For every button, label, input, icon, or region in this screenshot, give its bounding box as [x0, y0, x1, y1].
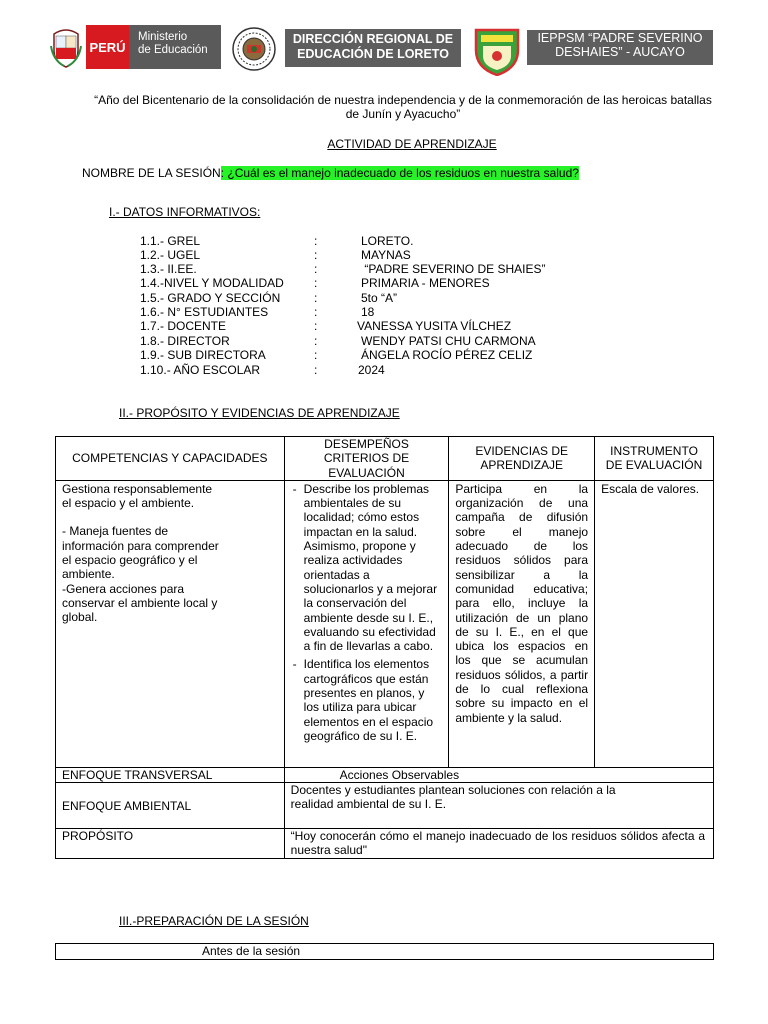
enfoque-transversal-value: Acciones Observables [284, 767, 713, 782]
info-key: 1.8.- DIRECTOR [140, 334, 230, 348]
info-key: 1.9.- SUB DIRECTORA [140, 348, 266, 362]
regional-seal-icon [232, 27, 276, 71]
cell-desempenos [284, 480, 449, 767]
table-row-proposito [56, 829, 714, 859]
desempeno-1: - Describe los problemas ambientales de su localidad; cómo estos impactan en la salud. Asimismo, propone y realiza actividades orientadas a solucionarlos y a mejorar la conservación del ambiente desde su I. E., evaluando su efectividad a fin de llevarlas a cabo. [304, 482, 443, 654]
activity-title: ACTIVIDAD DE APRENDIZAJE [327, 137, 497, 151]
before-session-box [55, 943, 714, 960]
info-value: VANESSA YUSITA VÍLCHEZ [357, 319, 512, 333]
school-line-2: DESHAIES” - AUCAYO [555, 45, 685, 59]
info-key: 1.7.- DOCENTE [140, 319, 227, 333]
info-key: 1.10.- AÑO ESCOLAR [140, 363, 261, 377]
enfoque-transversal-label: ENFOQUE TRANSVERSAL [56, 767, 285, 782]
desempeno-2: - Identifica los elementos cartográficos que están presentes en planos, y los utiliza para ubicar elementos en el espacio geográfico de su I. E. [304, 657, 443, 743]
info-colon: : [314, 348, 318, 362]
drel-line-1: DIRECCIÓN REGIONAL DE [292, 32, 454, 46]
session-name [82, 166, 579, 180]
before-session-label: Antes de la sesión [202, 944, 301, 958]
section-2-title: II.- PROPÓSITO Y EVIDENCIAS DE APRENDIZAJE [119, 406, 400, 420]
learning-table [55, 436, 714, 859]
info-colon: : [314, 276, 318, 290]
ministry-logo [86, 25, 221, 69]
peru-coat-of-arms-icon [50, 26, 82, 68]
activity-title-wrap [0, 137, 768, 151]
info-key: 1.1.- GREL [140, 234, 201, 248]
info-key: 1.6.- N° ESTUDIANTES [140, 305, 269, 319]
section-3-title: III.-PREPARACIÓN DE LA SESIÓN [119, 914, 309, 928]
info-colon: : [314, 262, 318, 276]
school-shield-icon [473, 26, 521, 76]
info-value: MAYNAS [361, 248, 411, 262]
ministry-line-2: de Educación [138, 44, 208, 56]
table-header-row [56, 437, 714, 481]
info-value: ÁNGELA ROCÍO PÉREZ CELIZ [361, 348, 533, 362]
info-value: PRIMARIA - MENORES [361, 276, 490, 290]
section-1-title: I.- DATOS INFORMATIVOS: [109, 205, 261, 219]
info-key: 1.5.- GRADO Y SECCIÓN [140, 291, 281, 305]
school-banner [527, 30, 713, 65]
header-evidencias: EVIDENCIAS DE APRENDIZAJE [449, 437, 595, 481]
ministry-line-1: Ministerio [138, 31, 188, 43]
school-line-1: IEPPSM “PADRE SEVERINO [537, 31, 703, 45]
capacidad-1: - Maneja fuentes de información para comprender el espacio geográfico y el ambiente. [62, 524, 219, 582]
info-colon: : [314, 363, 318, 377]
header-competencias: COMPETENCIAS Y CAPACIDADES [56, 437, 285, 481]
info-value: LORETO. [361, 234, 414, 248]
info-key: 1.2.- UGEL [140, 248, 201, 262]
info-colon: : [314, 305, 318, 319]
info-colon: : [314, 248, 318, 262]
info-colon: : [314, 234, 318, 248]
table-row-content [56, 480, 714, 767]
cell-instrumento: Escala de valores. [595, 480, 714, 767]
cell-competencias [56, 480, 285, 767]
table-row-enfoque-ambiental [56, 783, 714, 829]
proposito-label: PROPÓSITO [56, 829, 285, 859]
competencia-main: Gestiona responsablemente el espacio y el ambiente. [62, 481, 213, 511]
header-desempenos: DESEMPEÑOS CRITERIOS DE EVALUACIÓN [284, 437, 449, 481]
header-instrumento: INSTRUMENTO DE EVALUACIÓN [595, 437, 714, 481]
info-value: “PADRE SEVERINO DE SHAIES” [361, 262, 546, 276]
cell-evidencias: Participa en la organización de una campaña de difusión sobre el manejo adecuado de los residuos sólidos para sensibilizar a la comunidad educativa; para ello, incluye la utilización de un plano de su I. E., en el que ubica los espacios en los que se acumulan residuos sólidos, a partir de lo cual reflexiona sobre su impacto en el ambiente y la salud. [449, 480, 595, 767]
peru-label: PERÚ [86, 25, 129, 69]
info-value: 2024 [358, 363, 385, 377]
info-key: 1.3.- II.EE. [140, 262, 197, 276]
table-row-enfoque-transversal [56, 767, 714, 782]
regional-direction-banner [285, 29, 461, 67]
info-value: 18 [361, 305, 375, 319]
proposito-value: “Hoy conocerán cómo el manejo inadecuado de los residuos sólidos afecta a nuestra salud" [284, 829, 713, 859]
info-colon: : [314, 319, 318, 333]
session-title-highlight: : ¿Cuál es el manejo inadecuado de los residuos en nuestra salud? [220, 166, 579, 180]
session-label: NOMBRE DE LA SESIÓN [82, 166, 221, 180]
info-colon: : [314, 291, 318, 305]
info-key: 1.4.-NIVEL Y MODALIDAD [140, 276, 284, 290]
enfoque-ambiental-value: Docentes y estudiantes plantean soluciones con relación a la realidad ambiental de su I. E. [284, 783, 713, 829]
info-value: 5to “A” [361, 291, 398, 305]
info-colon: : [314, 334, 318, 348]
year-motto: “Año del Bicentenario de la consolidación de nuestra independencia y de la conmemoración de las heroicas batallas de Junín y Ayacucho” [94, 93, 712, 121]
capacidad-2: -Genera acciones para conservar el ambiente local y global. [62, 581, 218, 625]
enfoque-ambiental-label: ENFOQUE AMBIENTAL [56, 783, 285, 829]
drel-line-2: EDUCACIÓN DE LORETO [297, 47, 449, 61]
info-value: WENDY PATSI CHU CARMONA [361, 334, 536, 348]
